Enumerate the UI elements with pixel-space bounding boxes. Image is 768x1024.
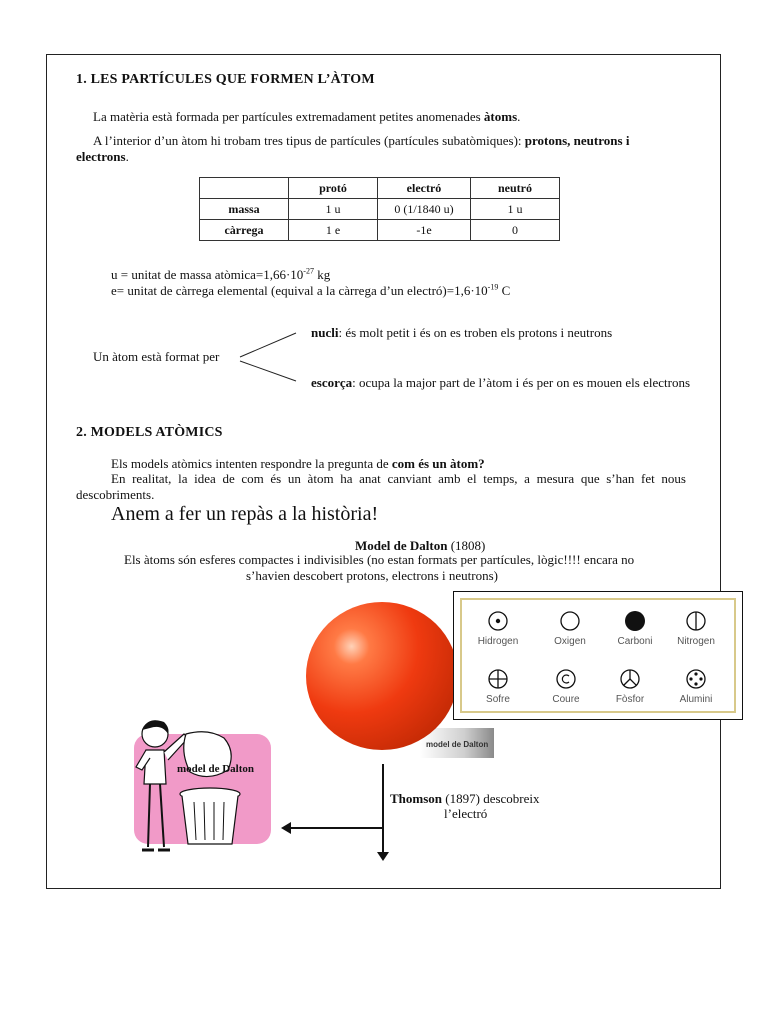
legend-label: Fòsfor (615, 694, 645, 705)
thomson-discovery: l’electró (444, 806, 488, 821)
circle-cross-icon (487, 668, 509, 690)
vertical-arrow-line (382, 764, 384, 856)
particles-table (199, 177, 560, 241)
legend-label: Sofre (486, 694, 510, 705)
arrow-left-icon (281, 822, 291, 834)
legend-label: Alumini (679, 694, 713, 705)
circle-filled-icon (624, 610, 646, 632)
shell-description: escorça: ocupa la major part de l’àtom i és per on es mouen els electrons (311, 375, 691, 390)
table-row (200, 220, 560, 241)
legend-item-nitrogen (666, 610, 726, 647)
table-cell: massa (200, 199, 289, 220)
table-cell: 1 e (289, 220, 378, 241)
legend-item-oxigen (540, 610, 600, 647)
dalton-description-line2: s’havien descobert protons, electrons i neutrons) (246, 568, 498, 583)
paragraph-subatomic-line1: A l’interior d’un àtom hi trobam tres tipus de partícules (partícules subatòmiques): protons, neutrons i (93, 133, 630, 148)
table-row (200, 199, 560, 220)
cartoon-caption: model de Dalton (177, 763, 254, 775)
paragraph-question: Els models atòmics intenten respondre la pregunta de com és un àtom? (111, 456, 485, 471)
circle-peace-icon (619, 668, 641, 690)
legend-label: Oxigen (554, 636, 586, 647)
unit-charge-definition: e= unitat de càrrega elemental (equival a la càrrega d’un $electró)=1,6\cdot 10^{-19}$ C (111, 282, 511, 298)
dalton-symbols-legend (453, 591, 743, 720)
legend-label: Hidrogen (477, 636, 519, 647)
legend-label: Nitrogen (677, 636, 715, 647)
paragraph-atoms: La matèria està formada per partícules extremadament petites anomenades àtoms. (93, 109, 521, 124)
circle-vertical-line-icon (685, 610, 707, 632)
dalton-title: Model de Dalton (1808) (355, 538, 486, 553)
table-header-row (200, 178, 560, 199)
ball-caption: model de Dalton (426, 740, 489, 749)
legend-item-hidrogen (468, 610, 528, 647)
circle-four-dots-icon (685, 668, 707, 690)
table-header-cell: protó (289, 178, 378, 199)
nucleus-description: nucli: és molt petit i és on es troben els protons i neutrons (311, 325, 613, 340)
legend-item-sofre (468, 668, 528, 705)
legend-item-fosfor (600, 668, 660, 705)
atom-parts-intro: Un àtom està format per (93, 349, 220, 364)
table-header-cell: neutró (471, 178, 560, 199)
table-cell: -1e (378, 220, 471, 241)
table-cell: 0 (1/1840 u) (378, 199, 471, 220)
table-cell: 1 u (289, 199, 378, 220)
dalton-sphere-image (306, 602, 458, 750)
paragraph-subatomic-line2: electrons. (76, 149, 129, 164)
legend-item-carboni (605, 610, 665, 647)
horizontal-arrow-line (290, 827, 383, 829)
circle-dot-icon (487, 610, 509, 632)
table-header-cell: electró (378, 178, 471, 199)
legend-item-coure (536, 668, 596, 705)
dalton-description-line1: Els àtoms són esferes compactes i indivisibles (no estan formats per partícules, lògic!!!! encara no (124, 552, 635, 567)
table-header-cell (200, 178, 289, 199)
circle-empty-icon (559, 610, 581, 632)
review-heading: Anem a fer un repàs a la història! (111, 503, 379, 525)
unit-mass-definition: u = unitat de massa $atòmica=1,66\cdot 10^{-27}$ kg (111, 266, 331, 282)
branch-lines (238, 330, 300, 384)
section-1-title: 1. LES PARTÍCULES QUE FORMEN L’ÀTOM (76, 72, 375, 87)
legend-label: Coure (552, 694, 580, 705)
legend-item-alumini (666, 668, 726, 705)
arrow-down-icon (377, 852, 389, 862)
table-cell: càrrega (200, 220, 289, 241)
circle-c-icon (555, 668, 577, 690)
paragraph-history: En realitat, la idea de com és un àtom ha anat canviant amb el temps, a mesura que s’han fet nous descobriments. (76, 471, 686, 502)
table-cell: 1 u (471, 199, 560, 220)
trash-cartoon-image (128, 712, 268, 857)
legend-label: Carboni (617, 636, 653, 647)
section-2-title: 2. MODELS ATÒMICS (76, 425, 223, 440)
table-cell: 0 (471, 220, 560, 241)
thomson-title: Thomson (1897) descobreix (390, 791, 540, 806)
